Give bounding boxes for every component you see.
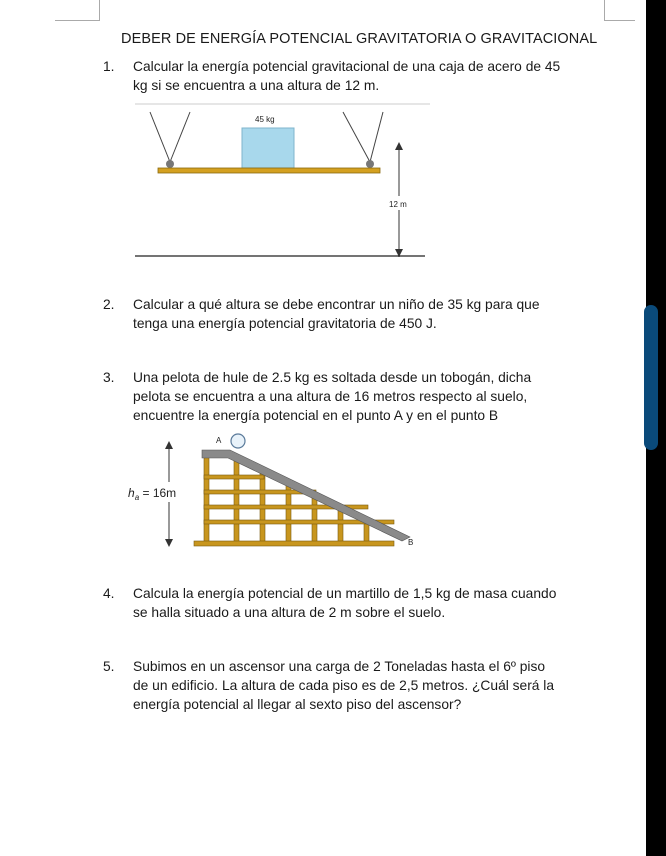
mass-label: 45 kg — [255, 115, 275, 124]
rope-left-outer — [150, 112, 170, 162]
question-text: encuentre la energía potencial en el punto A y en el punto B — [133, 408, 499, 423]
scrollbar-thumb[interactable] — [644, 305, 658, 450]
question-number: 3. — [103, 370, 115, 385]
question-text: de un edificio. La altura de cada piso es de 2,5 metros. ¿Cuál será la — [133, 678, 555, 693]
rope-right-inner — [370, 112, 383, 162]
post-2 — [234, 460, 239, 544]
question-number: 4. — [103, 586, 115, 601]
question-text: kg si se encuentra a una altura de 12 m. — [133, 78, 380, 93]
figure-hanging-box — [125, 100, 435, 265]
post-1 — [204, 455, 209, 544]
question-1 — [103, 57, 560, 95]
page-corner-mark-right — [604, 0, 635, 21]
question-text: Calcular a qué altura se debe encontrar un niño de 35 kg para que — [133, 297, 540, 312]
height-label: 12 m — [389, 200, 407, 209]
document-title: DEBER DE ENERGÍA POTENCIAL GRAVITATORIA O GRAVITACIONAL — [121, 31, 598, 47]
question-number: 1. — [103, 59, 115, 74]
question-3 — [103, 368, 531, 425]
question-4 — [103, 584, 556, 622]
question-text: pelota se encuentra a una altura de 16 metros respecto al suelo, — [133, 389, 528, 404]
height-arrow-down — [165, 539, 173, 547]
frame-verticals — [204, 455, 369, 544]
question-text: tenga una energía potencial gravitatoria de 450 J. — [133, 316, 437, 331]
pulley-right — [366, 160, 374, 168]
rope-left-inner — [170, 112, 190, 162]
figure-slide — [120, 430, 420, 555]
post-6 — [338, 508, 343, 544]
question-text: Subimos en un ascensor una carga de 2 Toneladas hasta el 6º piso — [133, 659, 546, 674]
question-2 — [103, 295, 540, 333]
question-5 — [103, 657, 554, 714]
pulley-left — [166, 160, 174, 168]
height-formula: $h_a = 16m$ — [128, 486, 177, 502]
height-arrow-up — [165, 441, 173, 449]
rope-right-outer — [343, 112, 370, 162]
question-text: Calcular la energía potencial gravitacional de una caja de acero de 45 — [133, 59, 561, 74]
question-text: energía potencial al llegar al sexto piso del ascensor? — [133, 697, 462, 712]
point-b-label: B — [408, 538, 414, 547]
question-text: se halla situado a una altura de 2 m sobre el suelo. — [133, 605, 446, 620]
height-arrow-up — [395, 142, 403, 150]
steel-box — [242, 128, 294, 168]
question-number: 2. — [103, 297, 115, 312]
slide-ramp — [202, 450, 410, 541]
base — [194, 541, 394, 546]
question-text: Calcula la energía potencial de un martillo de 1,5 kg de masa cuando — [133, 586, 557, 601]
point-a-label: A — [216, 436, 222, 445]
page-corner-mark-left — [55, 0, 100, 21]
question-text: Una pelota de hule de 2.5 kg es soltada desde un tobogán, dicha — [133, 370, 532, 385]
ball — [231, 434, 245, 448]
question-number: 5. — [103, 659, 115, 674]
plank — [158, 168, 380, 173]
rail-1 — [204, 475, 264, 479]
